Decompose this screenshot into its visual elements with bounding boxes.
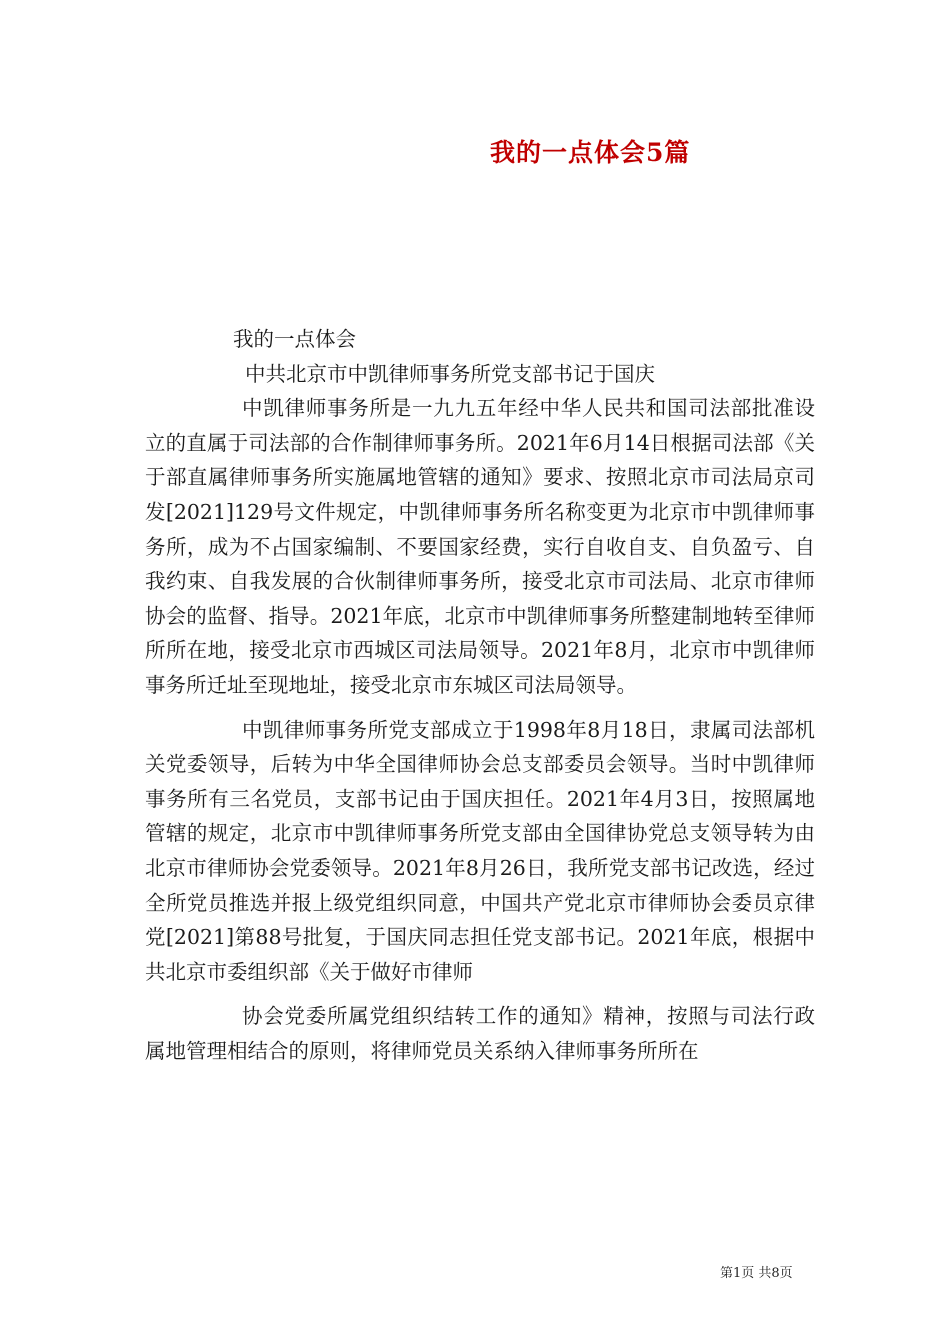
article-heading: 我的一点体会 xyxy=(233,327,356,351)
paragraph-3: 协会党委所属党组织结转工作的通知》精神，按照与司法行政属地管理相结合的原则，将律师党员关系纳入律师事务所所在 xyxy=(145,1004,815,1063)
document-body xyxy=(145,322,815,1068)
paragraph-gap xyxy=(145,703,815,713)
paragraph-2: 中凯律师事务所党支部成立于1998年8月18日，隶属司法部机关党委领导，后转为中华全国律师协会总支部委员会领导。当时中凯律师事务所有三名党员，支部书记由于国庆担任。2021年4月3日，按照属地管辖的规定，北京市中凯律师事务所党支部由全国律协党总支领导转为由北京市律师协会党委领导。2021年8月26日，我所党支部书记改选，经过全所党员推选并报上级党组织同意，中国共产党北京市律师协会委员京律党[2021]第88号批复，于国庆同志担任党支部书记。2021年底，根据中共北京市委组织部《关于做好市律师 xyxy=(145,717,815,984)
page-number-footer: 第1页 共8页 xyxy=(720,1266,793,1281)
paragraph-gap xyxy=(145,989,815,999)
author-line: 中共北京市中凯律师事务所党支部书记于国庆 xyxy=(245,361,655,386)
document-title: 我的一点体会5篇 xyxy=(490,138,691,167)
paragraph-1: 中凯律师事务所是一九九五年经中华人民共和国司法部批准设立的直属于司法部的合作制律师事务所。2021年6月14日根据司法部《关于部直属律师事务所实施属地管辖的通知》要求、按照北京市司法局京司发[2021]129号文件规定，中凯律师事务所名称变更为北京市中凯律师事务所，成为不占国家编制、不要国家经费，实行自收自支、自负盈亏、自我约束、自我发展的合伙制律师事务所，接受北京市司法局、北京市律师协会的监督、指导。2021年底，北京市中凯律师事务所整建制地转至律师所所在地，接受北京市西城区司法局领导。2021年8月，北京市中凯律师事务所迁址至现地址，接受北京市东城区司法局领导。 xyxy=(145,396,815,697)
